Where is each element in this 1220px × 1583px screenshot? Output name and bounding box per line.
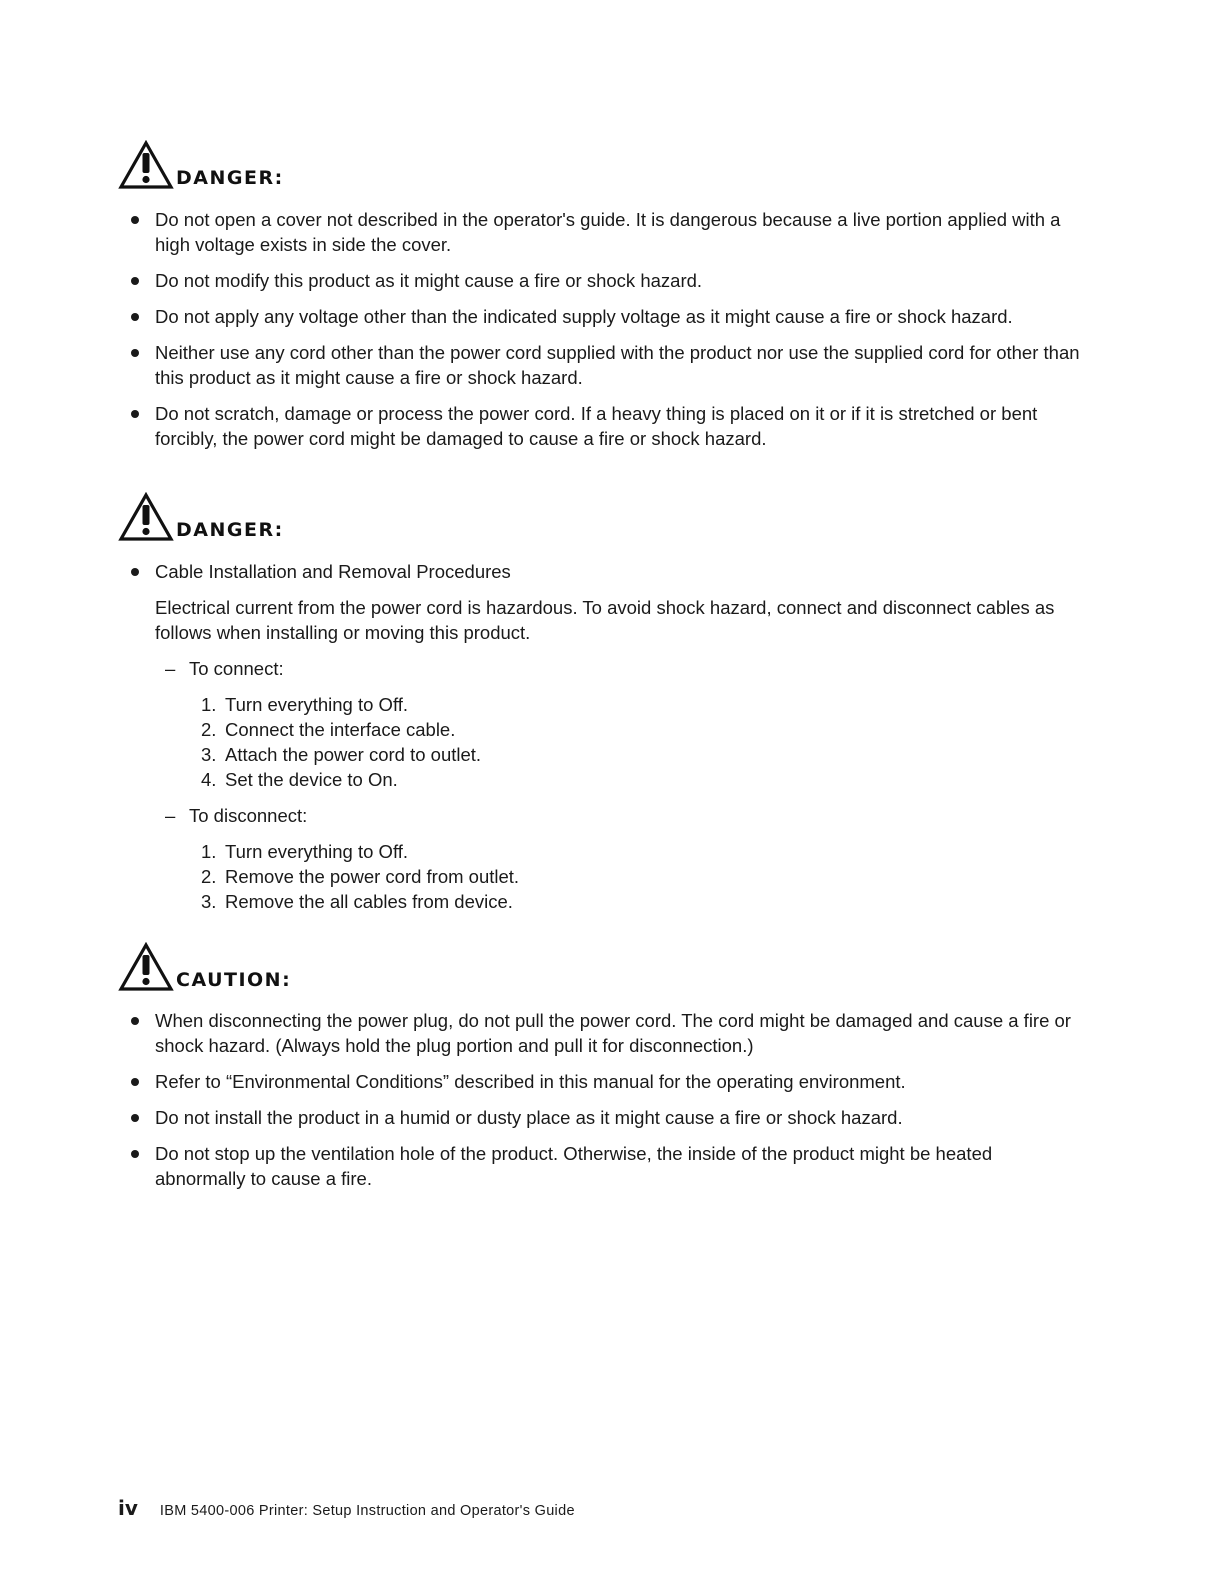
list-item: 4. Set the device to On. — [201, 769, 398, 790]
caution-list — [130, 1008, 1080, 1202]
warning-triangle-icon — [118, 140, 174, 190]
list-item: Cable Installation and Removal Procedures — [130, 559, 1080, 584]
page-footer — [118, 1496, 575, 1520]
list-item: Do not open a cover not described in the operator's guide. It is dangerous because a live portion applied with a high voltage exists in side the cover. — [130, 207, 1080, 257]
danger-label: DANGER: — [176, 167, 284, 189]
disconnect-procedure-title — [165, 803, 307, 828]
danger-heading-1 — [118, 138, 284, 190]
list-item: 1. Turn everything to Off. — [201, 841, 409, 862]
disconnect-steps-list — [201, 839, 519, 914]
dash-marker: – — [165, 658, 176, 679]
caution-label: CAUTION: — [176, 969, 292, 991]
list-item: 2. Remove the power cord from outlet. — [201, 866, 520, 887]
list-item: Do not install the product in a humid or dusty place as it might cause a fire or shock hazard. — [130, 1105, 1080, 1130]
danger-label: DANGER: — [176, 519, 284, 541]
list-item: Do not scratch, damage or process the power cord. If a heavy thing is placed on it or if it is stretched or bent forcibly, the power cord might be damaged to cause a fire or shock hazard. — [130, 401, 1080, 451]
list-item: When disconnecting the power plug, do not pull the power cord. The cord might be damaged and cause a fire or shock hazard. (Always hold the plug portion and pull it for disconnection.) — [130, 1008, 1080, 1058]
connect-steps-list — [201, 692, 481, 792]
connect-title-text: To connect: — [189, 658, 284, 679]
list-item: 2. Connect the interface cable. — [201, 719, 456, 740]
danger-list-1 — [130, 207, 1080, 462]
list-item: Do not modify this product as it might cause a fire or shock hazard. — [130, 268, 1080, 293]
list-item: 3. Remove the all cables from device. — [201, 891, 513, 912]
dash-marker: – — [165, 805, 176, 826]
connect-procedure-title — [165, 656, 284, 681]
list-item: Do not stop up the ventilation hole of the product. Otherwise, the inside of the product might be heated abnormally to cause a fire. — [130, 1141, 1080, 1191]
cable-procedure-paragraph: Electrical current from the power cord is hazardous. To avoid shock hazard, connect and disconnect cables as follows when installing or moving this product. — [155, 597, 1055, 643]
caution-heading — [118, 940, 291, 992]
warning-triangle-icon — [118, 942, 174, 992]
warning-triangle-icon — [118, 492, 174, 542]
list-item: 1. Turn everything to Off. — [201, 694, 409, 715]
list-item: Refer to “Environmental Conditions” described in this manual for the operating environment. — [130, 1069, 1080, 1094]
danger-heading-2 — [118, 490, 284, 542]
list-item: Do not apply any voltage other than the indicated supply voltage as it might cause a fire or shock hazard. — [130, 304, 1080, 329]
page-number: iv — [118, 1496, 138, 1520]
danger-list-2 — [130, 559, 1080, 595]
list-item: Neither use any cord other than the power cord supplied with the product nor use the supplied cord for other than this product as it might cause a fire or shock hazard. — [130, 340, 1080, 390]
list-item: 3. Attach the power cord to outlet. — [201, 744, 482, 765]
disconnect-title-text: To disconnect: — [189, 805, 308, 826]
document-title: IBM 5400-006 Printer: Setup Instruction and Operator's Guide — [159, 1503, 575, 1519]
